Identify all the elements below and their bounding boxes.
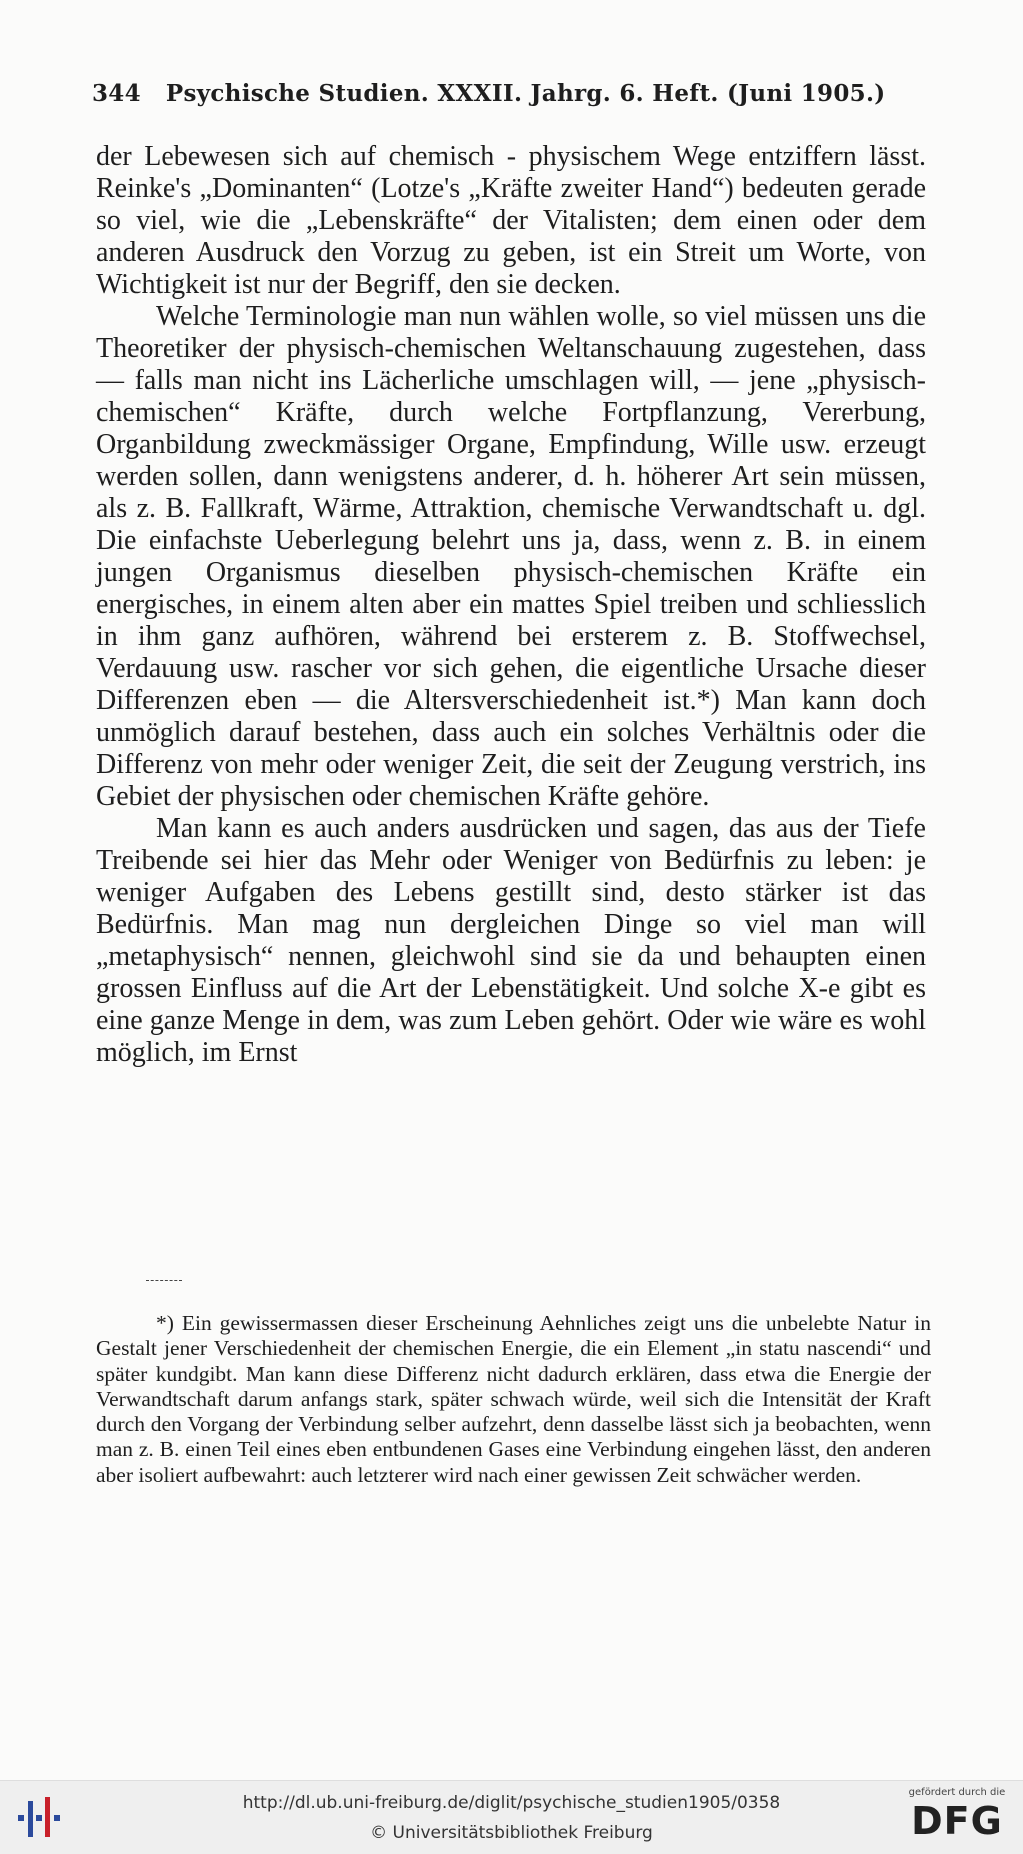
page-number: 344 [92,80,141,107]
paragraph-3: Man kann es auch anders ausdrücken und sagen, das aus der Tiefe Treibende sei hier das Mehr oder Weniger von Bedürfnis zu leben: je weniger Aufgaben des Lebens gestillt sind, desto stärker ist das Bedürfnis. Man mag nun dergleichen Dinge so viel man will „metaphysisch“ nennen, gleichwohl sind sie da und behaupten einen grossen Einfluss auf die Art der Lebenstätigkeit. Und solche X-e gibt es eine ganze Menge in dem, was zum Leben gehört. Oder wie wäre es wohl möglich, im Ernst [96,813,926,1068]
paragraph-2: Welche Terminologie man nun wählen wolle, so viel müssen uns die Theoretiker der physisch-chemischen Weltanschauung zugestehen, dass — falls man nicht ins Lächerliche umschlagen will, — jene „physisch-chemischen“ Kräfte, durch welche Fortpflanzung, Vererbung, Organbildung zweckmässiger Organe, Empfindung, Wille usw. erzeugt werden sollen, dann wenigstens anderer, d. h. höherer Art sein müssen, als z. B. Fallkraft, Wärme, Attraktion, chemische Verwandtschaft u. dgl. Die einfachste Ueberlegung belehrt uns ja, dass, wenn z. B. in einem jungen Organismus dieselben physisch-chemischen Kräfte ein energisches, in einem alten aber ein mattes Spiel treiben und schliesslich in ihm ganz aufhören, während bei ersterem z. B. Stoffwechsel, Verdauung usw. rascher vor sich gehen, die eigentliche Ursache dieser Differenzen eben — die Altersverschiedenheit ist.*) Man kann doch unmöglich darauf bestehen, dass auch ein solches Verhältnis oder die Differenz von mehr oder weniger Zeit, die seit der Zeugung verstrich, ins Gebiet der physischen oder chemischen Kräfte gehöre. [96,301,926,812]
source-url-link[interactable]: http://dl.ub.uni-freiburg.de/diglit/psychische_studien1905/0358 [242,1793,781,1813]
paragraph-1: der Lebewesen sich auf chemisch - physischem Wege entziffern lässt. Reinke's „Dominanten“ (Lotze's „Kräfte zweiter Hand“) bedeuten gerade so viel, wie die „Lebenskräfte“ der Vitalisten; dem einen oder dem anderen Ausdruck den Vorzug zu geben, ist ein Streit um Worte, von Wichtigkeit ist nur der Begriff, den sie decken. [96,141,926,300]
footnote: *) Ein gewissermassen dieser Erscheinung Aehnliches zeigt uns die unbelebte Natur in Gestalt jener Verschiedenheit der chemischen Energie, die ein Element „in statu nascendi“ und später kundgibt. Man kann diese Differenz nicht dadurch erklären, dass etwa die Energie der Verwandtschaft darum anfangs stark, später schwach würde, weil sich die Intensität der Kraft durch den Vorgang der Verbindung selber aufzehrt, denn dasselbe lässt sich ja beobachten, wenn man z. B. einen Teil eines eben entbundenen Gases eine Verbindung eingehen lässt, den anderen aber isoliert aufbewahrt: auch letzterer wird nach einer gewissen Zeit schwächer werden. [96,1311,931,1487]
main-text [96,141,926,1069]
viewer-footer [0,1780,1023,1854]
dfg-sponsor [898,1787,1016,1849]
copyright-text: © Universitätsbibliothek Freiburg [370,1823,653,1843]
footnote-separator [146,1280,182,1281]
page-header [92,80,927,107]
dfg-logo: DFG [911,1799,1003,1843]
sponsor-caption: gefördert durch die [908,1787,1006,1798]
running-title: Psychische Studien. XXXII. Jahrg. 6. Heft. (Juni 1905.) [165,80,886,107]
